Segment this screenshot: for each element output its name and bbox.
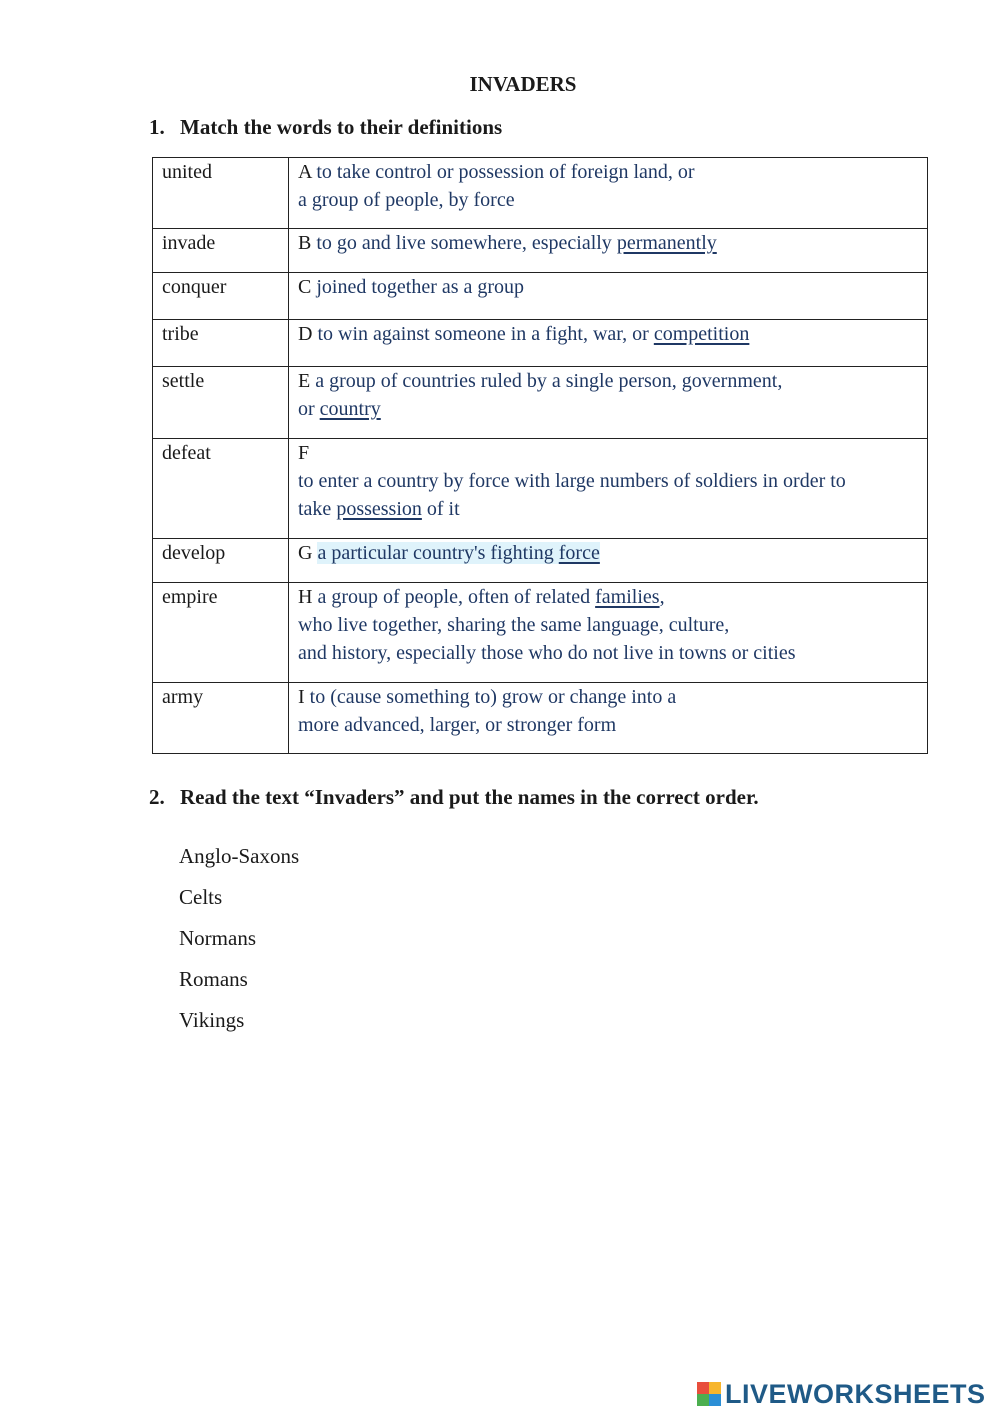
table-row [153,539,928,583]
liveworksheets-logo [697,1378,986,1410]
definition-cell [289,320,928,367]
definition-cell [289,683,928,754]
logo-text: LIVEWORKSHEETS [725,1378,986,1409]
dictionary-link[interactable]: competition [653,323,750,345]
term-cell: develop [153,539,289,583]
definition-letter: E [298,370,311,392]
table-row [153,158,928,229]
definition-text: to enter a country by force with large numbers of soldiers in order to [298,470,846,492]
table-row [153,367,928,439]
definition-cell [289,158,928,229]
dictionary-link[interactable]: force [558,542,600,564]
list-item[interactable]: Normans [179,926,256,950]
definition-cell [289,583,928,683]
exercise-2-instruction: Read the text “Invaders” and put the names in the correct order. [180,785,759,809]
matching-table [152,157,928,754]
definition-letter: A [298,161,312,183]
definition-text: a particular country's fighting [317,542,559,564]
names-list [179,842,299,1047]
definition-text: or [298,398,320,420]
definition-text: who live together, sharing the same language, culture, [298,614,730,636]
definition-cell [289,539,928,583]
exercise-2-heading [149,785,759,810]
dictionary-link[interactable]: families [595,586,660,608]
term-cell: conquer [153,273,289,320]
worksheet-title: INVADERS [469,72,577,96]
definition-letter: I [298,686,305,708]
logo-square [697,1382,709,1394]
list-item[interactable]: Vikings [179,1008,245,1032]
table-row [153,320,928,367]
definition-text: take [298,498,337,520]
list-item[interactable]: Romans [179,967,248,991]
definition-text: joined together as a group [316,276,525,298]
definition-letter: F [298,442,310,464]
logo-square [709,1394,721,1406]
definition-letter: D [298,323,313,345]
table-row [153,683,928,754]
definition-letter: H [298,586,313,608]
term-cell: empire [153,583,289,683]
term-cell: defeat [153,439,289,539]
term-cell: army [153,683,289,754]
definition-letter: C [298,276,312,298]
exercise-2-number: 2. [149,785,165,809]
dictionary-link[interactable]: permanently [616,232,717,254]
dictionary-link[interactable]: possession [336,498,422,520]
definition-text: to (cause something to) grow or change into a [309,686,677,708]
list-item[interactable]: Celts [179,885,223,909]
term-cell: united [153,158,289,229]
definition-text: and history, especially those who do not live in towns or cities [298,642,796,664]
definition-text: to win against someone in a fight, war, or [317,323,654,345]
term-cell: tribe [153,320,289,367]
exercise-1-instruction: Match the words to their definitions [180,115,503,139]
definition-cell [289,367,928,439]
table-row [153,583,928,683]
definition-text: , [659,586,665,608]
definition-letter: G [298,542,313,564]
definition-cell [289,273,928,320]
logo-icon [697,1382,721,1406]
highlighted-definition [317,542,599,564]
definition-cell [289,229,928,273]
definition-cell [289,439,928,539]
term-cell: settle [153,367,289,439]
exercise-1-heading [149,115,502,140]
table-row [153,229,928,273]
definition-text: of it [421,498,460,520]
definition-text: a group of people, often of related [317,586,596,608]
definition-letter: B [298,232,312,254]
logo-square [709,1382,721,1394]
dictionary-link[interactable]: country [319,398,381,420]
term-cell: invade [153,229,289,273]
definition-text: to take control or possession of foreign land, or [316,161,695,183]
definition-text: to go and live somewhere, especially [316,232,617,254]
logo-square [697,1394,709,1406]
list-item[interactable]: Anglo-Saxons [179,844,300,868]
exercise-1-number: 1. [149,115,165,139]
definition-text: more advanced, larger, or stronger form [298,714,617,736]
definition-text: a group of people, by force [298,189,515,211]
table-row [153,273,928,320]
table-row [153,439,928,539]
definition-text: a group of countries ruled by a single person, government, [315,370,783,392]
